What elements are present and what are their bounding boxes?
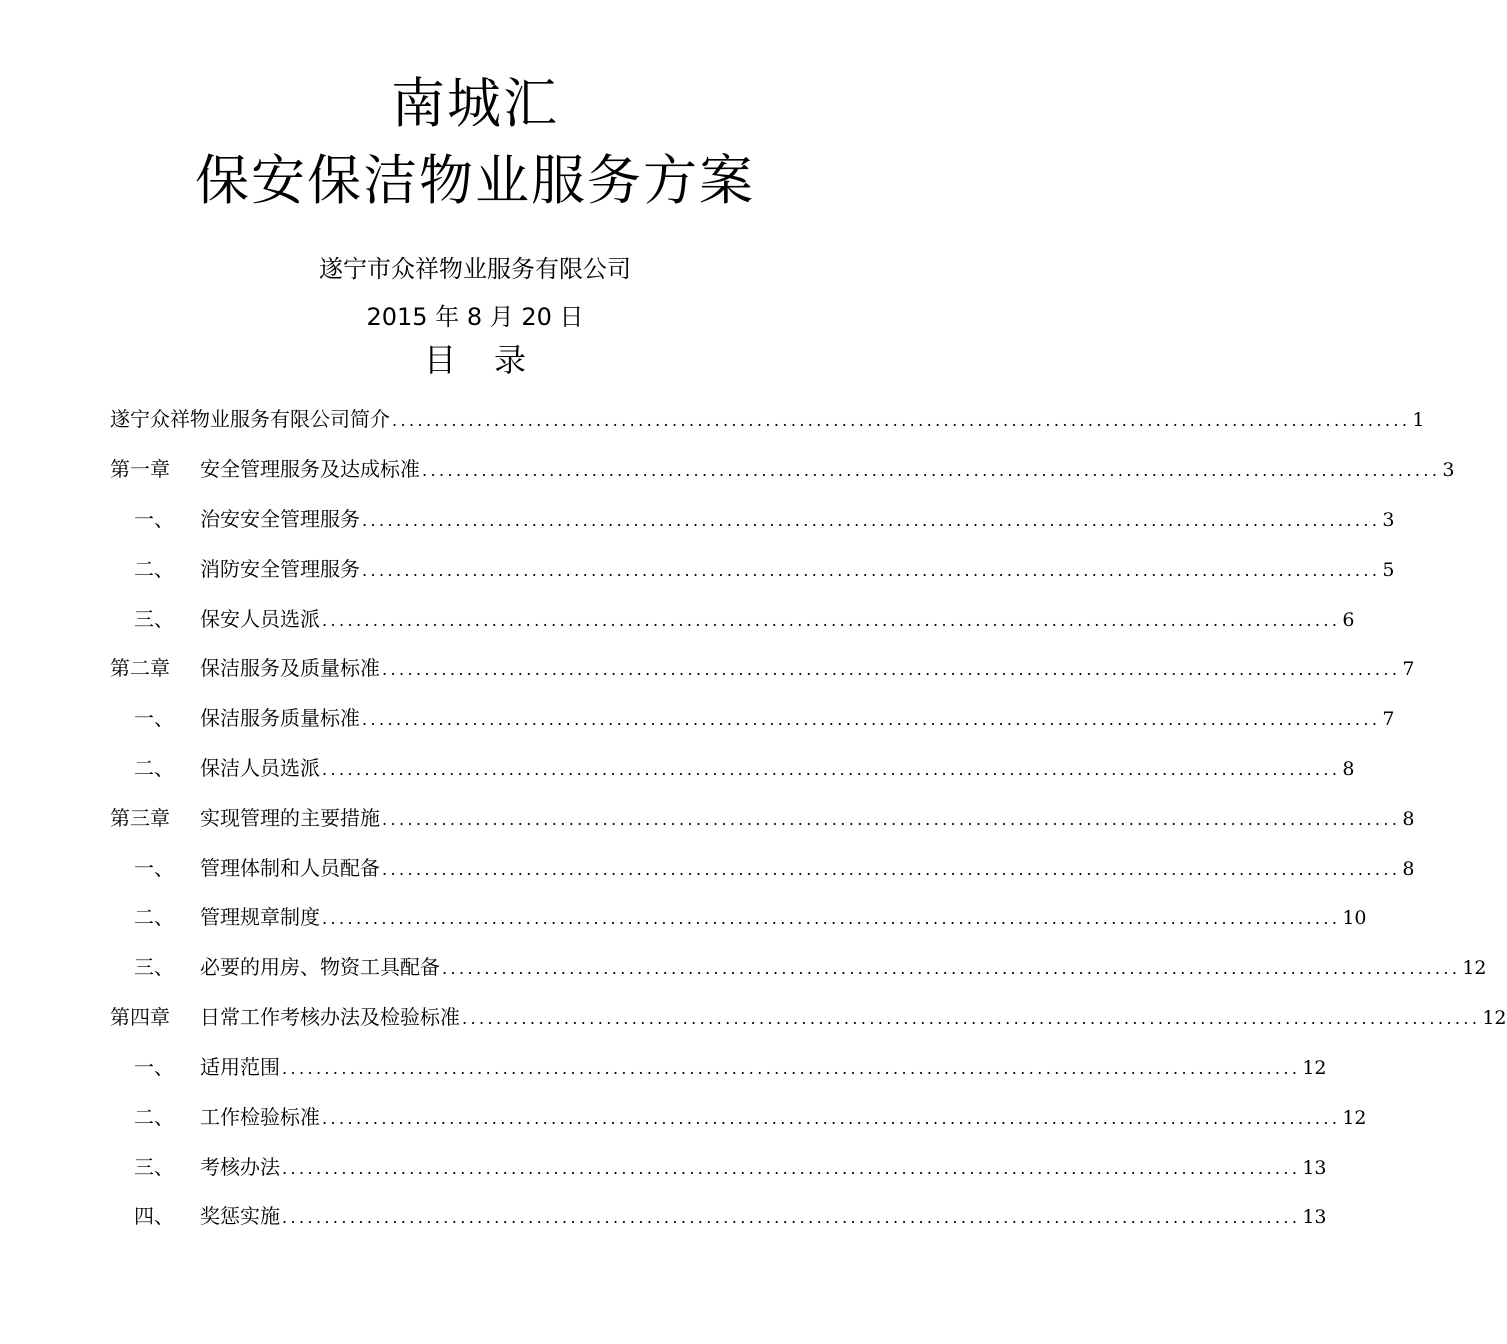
toc-entry[interactable] bbox=[110, 1102, 1367, 1132]
toc-entry-label: 安全管理服务及达成标准 bbox=[200, 457, 420, 481]
toc-entry-page: 12 bbox=[1342, 1107, 1367, 1129]
document-title-line-2: 保安保洁物业服务方案 bbox=[195, 149, 755, 212]
toc-entry-number: 三、 bbox=[134, 607, 174, 631]
toc-heading-char-1: 目 bbox=[423, 341, 456, 379]
toc-entry-label: 遂宁众祥物业服务有限公司简介 bbox=[110, 407, 390, 431]
toc-dot-leader: ........................................................................................................................ bbox=[362, 511, 1381, 530]
toc-entry-page: 13 bbox=[1302, 1206, 1327, 1228]
toc-entry-page: 7 bbox=[1382, 708, 1395, 730]
toc-dot-leader: ........................................................................................................................ bbox=[382, 860, 1401, 879]
toc-dot-leader: ........................................................................................................................ bbox=[322, 1109, 1341, 1128]
toc-entry[interactable] bbox=[110, 952, 1487, 982]
toc-entry-number: 二、 bbox=[134, 756, 174, 780]
toc-entry-number: 三、 bbox=[134, 955, 174, 979]
toc-entry-page: 1 bbox=[1412, 409, 1425, 431]
toc-dot-leader: ........................................................................................................................ bbox=[322, 760, 1341, 779]
toc-dot-leader: ........................................................................................................................ bbox=[322, 611, 1341, 630]
toc-entry-page: 8 bbox=[1402, 808, 1415, 830]
toc-entry-page: 10 bbox=[1342, 907, 1367, 929]
toc-dot-leader: ........................................................................................................................ bbox=[362, 710, 1381, 729]
toc-entry[interactable] bbox=[110, 1152, 1327, 1182]
toc-entry-page: 12 bbox=[1302, 1057, 1327, 1079]
toc-entry-number: 二、 bbox=[134, 905, 174, 929]
toc-entry-page: 6 bbox=[1342, 609, 1355, 631]
toc-entry[interactable] bbox=[110, 1201, 1327, 1231]
toc-entry-label: 考核办法 bbox=[200, 1155, 280, 1179]
toc-dot-leader: ........................................................................................................................ bbox=[462, 1009, 1481, 1028]
document-date: 2015 年 8 月 20 日 bbox=[366, 303, 584, 331]
toc-dot-leader: ........................................................................................................................ bbox=[322, 909, 1341, 928]
toc-entry-number: 第三章 bbox=[110, 806, 170, 830]
toc-entry-label: 适用范围 bbox=[200, 1055, 280, 1079]
toc-entry[interactable] bbox=[110, 1052, 1327, 1082]
toc-entry-number: 一、 bbox=[134, 706, 174, 730]
toc-entry-page: 7 bbox=[1402, 658, 1415, 680]
toc-entry-number: 一、 bbox=[134, 1055, 174, 1079]
toc-entry-number: 四、 bbox=[134, 1204, 174, 1228]
toc-entry[interactable] bbox=[110, 404, 1425, 434]
toc-entry-number: 二、 bbox=[134, 1105, 174, 1129]
toc-entry[interactable] bbox=[110, 753, 1355, 783]
toc-entry[interactable] bbox=[110, 703, 1395, 733]
toc-entry-label: 必要的用房、物资工具配备 bbox=[200, 955, 440, 979]
toc-entry-label: 工作检验标准 bbox=[200, 1105, 320, 1129]
toc-entry[interactable] bbox=[110, 504, 1395, 534]
toc-dot-leader: ........................................................................................................................ bbox=[282, 1208, 1301, 1227]
toc-entry-label: 保洁服务及质量标准 bbox=[200, 656, 380, 680]
toc-entry[interactable] bbox=[110, 1002, 1507, 1032]
toc-dot-leader: ........................................................................................................................ bbox=[382, 810, 1401, 829]
toc-entry[interactable] bbox=[110, 604, 1355, 634]
toc-entry-label: 治安安全管理服务 bbox=[200, 507, 360, 531]
toc-dot-leader: ........................................................................................................................ bbox=[282, 1159, 1301, 1178]
toc-entry-number: 一、 bbox=[134, 856, 174, 880]
toc-entry[interactable] bbox=[110, 653, 1415, 683]
toc-entry-label: 管理体制和人员配备 bbox=[200, 856, 380, 880]
toc-entry-number: 第二章 bbox=[110, 656, 170, 680]
toc-entry-page: 13 bbox=[1302, 1157, 1327, 1179]
toc-entry-page: 3 bbox=[1442, 459, 1455, 481]
toc-entry[interactable] bbox=[110, 554, 1395, 584]
toc-entry-label: 实现管理的主要措施 bbox=[200, 806, 380, 830]
toc-entry[interactable] bbox=[110, 454, 1455, 484]
toc-entry-page: 5 bbox=[1382, 559, 1395, 581]
toc-dot-leader: ........................................................................................................................ bbox=[442, 959, 1461, 978]
toc-entry-label: 消防安全管理服务 bbox=[200, 557, 360, 581]
toc-dot-leader: ........................................................................................................................ bbox=[382, 660, 1401, 679]
toc-dot-leader: ........................................................................................................................ bbox=[282, 1059, 1301, 1078]
toc-dot-leader: ........................................................................................................................ bbox=[392, 411, 1411, 430]
toc-entry-label: 奖惩实施 bbox=[200, 1204, 280, 1228]
toc-heading-char-2: 录 bbox=[494, 341, 527, 379]
toc-entry-number: 第四章 bbox=[110, 1005, 170, 1029]
toc-entry-page: 12 bbox=[1482, 1007, 1507, 1029]
toc-entry-page: 12 bbox=[1462, 957, 1487, 979]
toc-entry[interactable] bbox=[110, 902, 1367, 932]
toc-entry-page: 8 bbox=[1402, 858, 1415, 880]
toc-entry-number: 第一章 bbox=[110, 457, 170, 481]
toc-entry-label: 管理规章制度 bbox=[200, 905, 320, 929]
toc-entry-page: 3 bbox=[1382, 509, 1395, 531]
document-title-line-1: 南城汇 bbox=[391, 72, 559, 135]
toc-entry-label: 日常工作考核办法及检验标准 bbox=[200, 1005, 460, 1029]
toc-entry-label: 保洁人员选派 bbox=[200, 756, 320, 780]
toc-entry-number: 一、 bbox=[134, 507, 174, 531]
toc-entry-label: 保安人员选派 bbox=[200, 607, 320, 631]
toc-dot-leader: ........................................................................................................................ bbox=[422, 461, 1441, 480]
toc-entry-number: 三、 bbox=[134, 1155, 174, 1179]
toc-entry-number: 二、 bbox=[134, 557, 174, 581]
toc-entry-label: 保洁服务质量标准 bbox=[200, 706, 360, 730]
toc-entry[interactable] bbox=[110, 803, 1415, 833]
toc-entry[interactable] bbox=[110, 853, 1415, 883]
toc-dot-leader: ........................................................................................................................ bbox=[362, 561, 1381, 580]
company-name: 遂宁市众祥物业服务有限公司 bbox=[319, 255, 631, 283]
toc-entry-page: 8 bbox=[1342, 758, 1355, 780]
